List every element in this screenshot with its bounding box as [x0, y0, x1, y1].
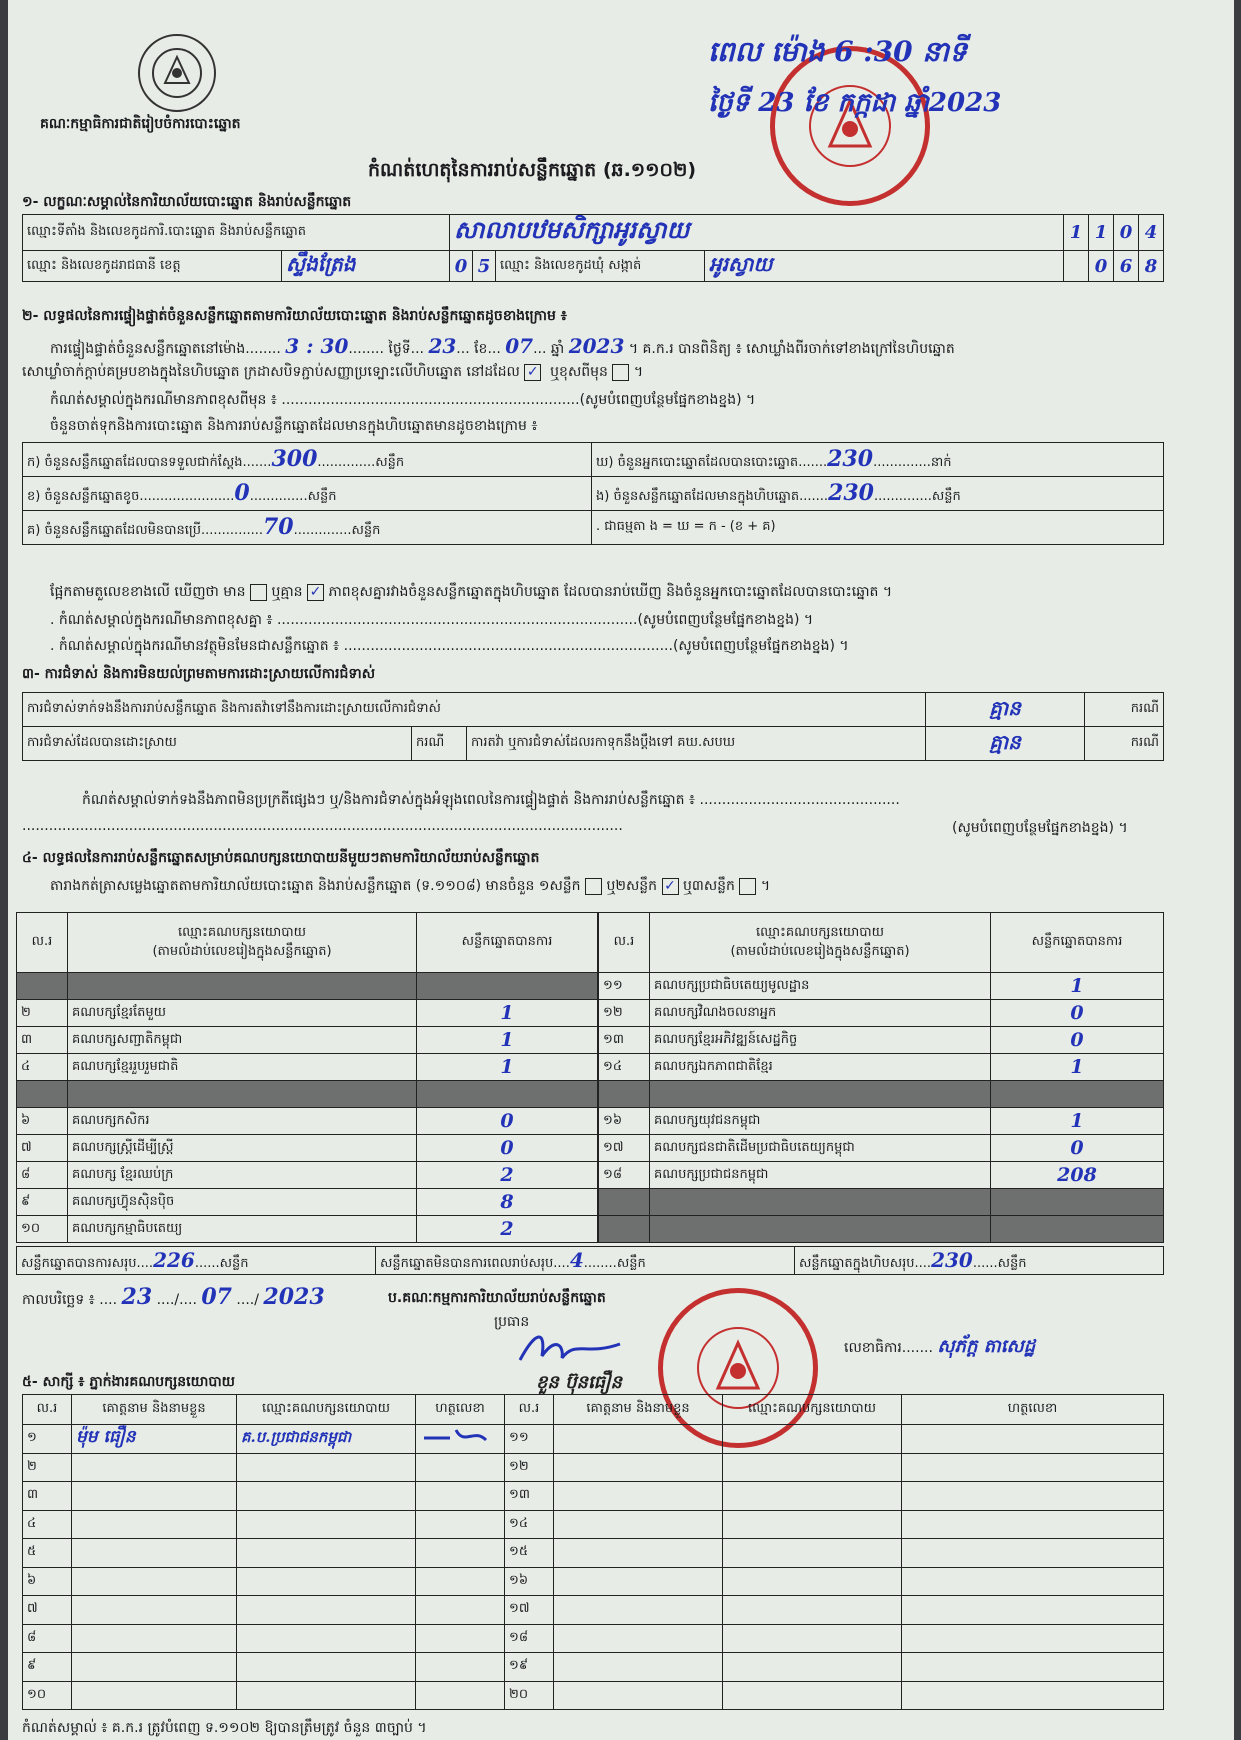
party-name: [650, 1081, 991, 1108]
witness-col-no: ល.រ: [23, 1395, 72, 1425]
witness-row: [23, 1653, 1164, 1682]
party-no: ៧: [17, 1135, 68, 1162]
witness-party: [237, 1624, 416, 1653]
chair-label: ប្រធាន: [494, 1314, 530, 1330]
witness-party: [237, 1567, 416, 1596]
irregularity-note-end: (សូមបំពេញបន្ថែមផ្នែកខាងខ្នង) ។: [952, 820, 1128, 836]
witness-signature: [416, 1482, 505, 1511]
col-party-header: ឈ្មោះគណបក្សនយោបាយ (តាមលំដាប់លេខរៀងក្នុងសន្លឹកឆ្នោត): [650, 913, 991, 973]
party-no: [599, 1216, 650, 1243]
party-no: ៣: [17, 1027, 68, 1054]
witness-signature: [902, 1681, 1164, 1710]
witness-name: [554, 1482, 723, 1511]
witness-table: [22, 1394, 1164, 1710]
col-votes-header: សន្លឹកឆ្នោតបានការ: [991, 913, 1164, 973]
verify-time: 3 : 30: [285, 334, 349, 358]
witness-signature: [416, 1596, 505, 1625]
witness-party: [237, 1539, 416, 1568]
party-no: ១៧: [599, 1135, 650, 1162]
party-row: [599, 1189, 1164, 1216]
total-valid: សន្លឹកឆ្នោតបានការសរុប....226......សន្លឹក: [17, 1247, 376, 1275]
party-row: [599, 1054, 1164, 1081]
witness-no: ៧: [23, 1596, 72, 1625]
witness-no: ១៩: [505, 1653, 554, 1682]
party-no: ១៣: [599, 1027, 650, 1054]
party-row: [17, 1135, 598, 1162]
witness-col-sign: ហត្ថលេខា: [416, 1395, 505, 1425]
party-name: គណបក្សខ្មែរតែមួយ: [68, 1000, 417, 1027]
witness-row: [23, 1425, 1164, 1454]
appeal-unit: ករណី: [1085, 727, 1164, 761]
witness-name: [554, 1653, 723, 1682]
resolved-label: ការជំទាស់ដែលបានដោះស្រាយ: [23, 727, 412, 761]
party-name: គណបក្ស ខ្មែរឈប់ក្រ: [68, 1162, 417, 1189]
witness-name: [72, 1567, 237, 1596]
party-no: ១០: [17, 1216, 68, 1243]
committee-name: គណៈកម្មាធិការជាតិរៀបចំការបោះឆ្នោត: [40, 116, 241, 132]
witness-party: [723, 1596, 902, 1625]
witness-signature: [902, 1482, 1164, 1511]
secretary-name: សុភ័ក្ត តាសេដ្ឋ: [937, 1336, 1036, 1357]
witness-name: [554, 1624, 723, 1653]
party-no: ១១: [599, 973, 650, 1000]
appeal-value: គ្មាន: [926, 727, 1085, 761]
witness-col-name: គោត្តនាម និងនាមខ្លួន: [72, 1395, 237, 1425]
difference-note: . កំណត់សម្គាល់ក្នុងករណីមានភាពខុសគ្នា ៖ .................................................................................(សូមបំពេញបន្ថែមផ្នែកខាងខ្នង) ។: [50, 612, 814, 628]
party-votes: [417, 1081, 598, 1108]
col-no-header: ល.រ: [17, 913, 68, 973]
seal-same-checkbox[interactable]: ✓: [524, 364, 541, 381]
witness-name: [72, 1453, 237, 1482]
witness-no: ១៤: [505, 1510, 554, 1539]
witness-no: ៥: [23, 1539, 72, 1568]
party-votes: 8: [417, 1189, 598, 1216]
witness-signature: [902, 1596, 1164, 1625]
tally-two-checkbox[interactable]: ✓: [662, 878, 679, 895]
party-row: [17, 973, 598, 1000]
party-no: [17, 1081, 68, 1108]
witness-no: ១៧: [505, 1596, 554, 1625]
party-no: ៨: [17, 1162, 68, 1189]
party-name: គណបក្សកសិករ: [68, 1108, 417, 1135]
section4-heading: ៤- លទ្ធផលនៃការរាប់សន្លឹកឆ្នោតសម្រាប់គណបក្សនយោបាយនីមួយៗតាមការិយាល័យរាប់សន្លឹកឆ្នោត: [22, 850, 540, 866]
party-no: ២: [17, 1000, 68, 1027]
seal-changed-checkbox[interactable]: [612, 364, 629, 381]
witness-no: ៦: [23, 1567, 72, 1596]
office-code-4: 4: [1139, 215, 1164, 251]
tally-three-checkbox[interactable]: [739, 878, 756, 895]
party-votes: [991, 1081, 1164, 1108]
party-votes: 0: [417, 1135, 598, 1162]
section2-heading: ២- លទ្ធផលនៃការផ្ទៀងផ្ទាត់ចំនួនសន្លឹកឆ្នោតតាមការិយាល័យបោះឆ្នោត និងរាប់សន្លឹកឆ្នោតដូចខាងក្រោម ៖: [22, 308, 567, 324]
verify-year: 2023: [568, 334, 625, 358]
witness-signature: [902, 1539, 1164, 1568]
commune-code-1: 0: [1089, 251, 1114, 282]
party-name: គណបក្សយុវជនកម្ពុជា: [650, 1108, 991, 1135]
witness-party: [723, 1482, 902, 1511]
witness-name: [554, 1539, 723, 1568]
party-row: [599, 1135, 1164, 1162]
province-code-1: 0: [450, 251, 473, 282]
objection-unit: ករណី: [1085, 693, 1164, 727]
witness-no: ១៦: [505, 1567, 554, 1596]
witness-party: [723, 1425, 902, 1454]
party-votes: 2: [417, 1216, 598, 1243]
signing-committee: ប.គណៈកម្មការការិយាល័យរាប់សន្លឹកឆ្នោត: [388, 1290, 606, 1306]
chair-signature-icon: [516, 1326, 626, 1370]
witness-party: គ.ប.ប្រជាជនកម្ពុជា: [237, 1425, 416, 1454]
party-votes: [991, 1216, 1164, 1243]
witness-name: [72, 1539, 237, 1568]
verify-day: 23: [428, 334, 457, 358]
witness-row: [23, 1567, 1164, 1596]
witness-no: ៤: [23, 1510, 72, 1539]
witness-name: [72, 1681, 237, 1710]
witness-signature: [902, 1653, 1164, 1682]
office-code-2: 1: [1089, 215, 1114, 251]
party-votes: 0: [991, 1135, 1164, 1162]
witness-col-name: គោត្តនាម និងនាមខ្លួន: [554, 1395, 723, 1425]
time-note-line1: ពេល ម៉ោង 6 :30 នាទី: [708, 35, 967, 68]
time-note-line2: ថ្ងៃទី 23 ខែ កក្កដា ឆ្នាំ2023: [708, 88, 1002, 118]
witness-row: [23, 1624, 1164, 1653]
witness-signature: [902, 1510, 1164, 1539]
seal-note: កំណត់សម្គាល់ក្នុងករណីមានភាពខុសពីមុន ៖ ...................................................................(សូមបំពេញបន្ថែមផ្នែកខាងខ្នង) ។: [50, 392, 756, 408]
witness-no: ៩: [23, 1653, 72, 1682]
witness-row: [23, 1596, 1164, 1625]
party-name: [650, 1189, 991, 1216]
secretary-line: លេខាធិការ....... សុភ័ក្ត តាសេដ្ឋ: [844, 1336, 1036, 1357]
count-row-kha: ខ) ចំនួនសន្លឹកឆ្នោតខូច.......................0..............សន្លឹក: [23, 477, 592, 511]
party-name: គណបក្សជនជាតិដើមប្រជាធិបតេយ្យកម្ពុជា: [650, 1135, 991, 1162]
party-name: គណបក្សឯកភាពជាតិខ្មែរ: [650, 1054, 991, 1081]
party-no: ១៦: [599, 1108, 650, 1135]
party-row: [17, 1108, 598, 1135]
witness-party: [237, 1482, 416, 1511]
irregularity-note-dots: .......................................................................................................................................: [22, 818, 623, 834]
witness-signature: [902, 1425, 1164, 1454]
verify-month: 07: [505, 334, 534, 358]
party-votes: 0: [417, 1108, 598, 1135]
witness-signature: [902, 1567, 1164, 1596]
emblem-icon: [138, 34, 216, 112]
witness-name: [554, 1596, 723, 1625]
section5-heading: ៥- សាក្សី ៖ ភ្នាក់ងារគណបក្សនយោបាយ: [22, 1374, 236, 1390]
witness-signature-icon: [416, 1425, 505, 1454]
witness-no: ២: [23, 1453, 72, 1482]
party-name: គណបក្សកម្មាធិបតេយ្យ: [68, 1216, 417, 1243]
section1-heading: ១- លក្ខណៈសម្គាល់នៃការិយាល័យបោះឆ្នោត និងរាប់សន្លឹកឆ្នោត: [22, 194, 352, 210]
tally-one-checkbox[interactable]: [585, 878, 602, 895]
witness-name: [72, 1624, 237, 1653]
party-name: គណបក្សសញ្ជាតិកម្ពុជា: [68, 1027, 417, 1054]
witness-party: [723, 1681, 902, 1710]
witness-no: ១០: [23, 1681, 72, 1710]
witness-name: [72, 1510, 237, 1539]
count-row-ko: គ) ចំនួនសន្លឹកឆ្នោតដែលមិនបានប្រើ...............70..............សន្លឹក: [23, 511, 592, 545]
witness-party: [723, 1624, 902, 1653]
party-votes: 0: [991, 1027, 1164, 1054]
witness-col-no: ល.រ: [505, 1395, 554, 1425]
witness-party: [237, 1681, 416, 1710]
witness-no: ១៣: [505, 1482, 554, 1511]
party-name: [68, 973, 417, 1000]
objection-value: គ្មាន: [926, 693, 1085, 727]
col-party-header: ឈ្មោះគណបក្សនយោបាយ (តាមលំដាប់លេខរៀងក្នុងសន្លឹកឆ្នោត): [68, 913, 417, 973]
party-row: [599, 1108, 1164, 1135]
party-table-right: [598, 912, 1164, 1243]
party-no: ១៤: [599, 1054, 650, 1081]
witness-signature: [416, 1510, 505, 1539]
office-label: ឈ្មោះទីតាំង និងលេខកូដការិ.បោះឆ្នោត និងរាប់សន្លឹកឆ្នោត: [23, 215, 450, 251]
tally-sheet-line: តារាងកត់ត្រាសម្លេងឆ្នោតតាមការិយាល័យបោះឆ្នោត និងរាប់សន្លឹកឆ្នោត (ទ.១១០៨) មានចំនួន ១សន្លឹក ឬ២សន្លឹក ✓ ឬ៣សន្លឹក ។: [50, 877, 771, 894]
commune-value: អូរស្វាយ: [705, 251, 1064, 282]
objection-label: ការជំទាស់ទាក់ទងនឹងការរាប់សន្លឹកឆ្នោត និងការតវ៉ាទៅនឹងការដោះស្រាយលើការជំទាស់: [23, 693, 926, 727]
totals-table: [16, 1246, 1164, 1275]
party-row: [17, 1054, 598, 1081]
party-name: គណបក្សស្ត្រីដើម្បីស្ត្រី: [68, 1135, 417, 1162]
party-votes: 1: [417, 1054, 598, 1081]
party-votes: [417, 973, 598, 1000]
party-no: ៦: [17, 1108, 68, 1135]
count-row-ngo: ង) ចំនួនសន្លឹកឆ្នោតដែលមានក្នុងហិបឆ្នោត.......230..............សន្លឹក: [592, 477, 1164, 511]
province-code-2: 5: [473, 251, 496, 282]
party-row: [17, 1216, 598, 1243]
party-votes: 208: [991, 1162, 1164, 1189]
party-no: [599, 1189, 650, 1216]
witness-name: ម៉ុម ធឿន: [72, 1425, 237, 1454]
party-row: [17, 1000, 598, 1027]
signing-date: កាលបរិច្ឆេទ ៖ .... 23 ..../.... 07 ..../ 2023: [22, 1284, 325, 1310]
party-no: ១២: [599, 1000, 650, 1027]
witness-row: [23, 1453, 1164, 1482]
witness-no: ៨: [23, 1624, 72, 1653]
witness-signature: [902, 1453, 1164, 1482]
witness-name: [554, 1681, 723, 1710]
witness-row: [23, 1539, 1164, 1568]
difference-line: ផ្អែកតាមតួលេខខាងលើ ឃើញថា មាន ឬគ្មាន ✓ ភាពខុសគ្នារវាងចំនួនសន្លឹកឆ្នោតក្នុងហិបឆ្នោត ដែលបានរាប់ឃើញ និងចំនួនអ្នកបោះឆ្នោតដែលបានបោះឆ្នោត ។: [50, 583, 893, 600]
witness-signature: [902, 1624, 1164, 1653]
party-no: [599, 1081, 650, 1108]
section3-heading: ៣- ការជំទាស់ និងការមិនយល់ព្រមតាមការដោះស្រាយលើការជំទាស់: [22, 666, 376, 682]
party-row: [599, 973, 1164, 1000]
party-row: [17, 1162, 598, 1189]
witness-party: [723, 1567, 902, 1596]
party-votes: 0: [991, 1000, 1164, 1027]
party-name: [650, 1216, 991, 1243]
total-invalid: សន្លឹកឆ្នោតមិនបានការពេលរាប់សរុប....4........សន្លឹក: [376, 1247, 795, 1275]
witness-no: ៣: [23, 1482, 72, 1511]
witness-name: [72, 1482, 237, 1511]
witness-party: [723, 1653, 902, 1682]
witness-no: ២០: [505, 1681, 554, 1710]
office-code-3: 0: [1114, 215, 1139, 251]
witness-party: [723, 1453, 902, 1482]
witness-name: [72, 1653, 237, 1682]
commune-code-2: 6: [1114, 251, 1139, 282]
party-name: [68, 1081, 417, 1108]
party-row: [599, 1216, 1164, 1243]
witness-party: [237, 1653, 416, 1682]
difference-no-checkbox[interactable]: ✓: [307, 584, 324, 601]
witness-no: ១២: [505, 1453, 554, 1482]
witness-signature: [416, 1624, 505, 1653]
witness-row: [23, 1510, 1164, 1539]
witness-col-party: ឈ្មោះគណបក្សនយោបាយ: [723, 1395, 902, 1425]
witness-name: [554, 1567, 723, 1596]
resolved-unit: ករណី: [412, 727, 467, 761]
party-results: [16, 912, 1164, 1244]
party-votes: 1: [417, 1027, 598, 1054]
foreign-object-note: . កំណត់សម្គាល់ក្នុងករណីមានវត្ថុមិនមែនជាសន្លឹកឆ្នោត ៖ ..........................................................................(សូមបំពេញបន្ថែមផ្នែកខាងខ្នង) ។: [50, 638, 849, 654]
party-table-left: [16, 912, 598, 1243]
province-label: ឈ្មោះ និងលេខកូដរាជធានី ខេត្ត: [27, 257, 181, 273]
col-votes-header: សន្លឹកឆ្នោតបានការ: [417, 913, 598, 973]
difference-yes-checkbox[interactable]: [250, 584, 267, 601]
footer-note: កំណត់សម្គាល់ ៖ គ.ក.រ ត្រូវបំពេញ ទ.១១០២ ឱ្យបានត្រឹមត្រូវ ចំនួន ៣ច្បាប់ ។: [22, 1720, 427, 1736]
col-no-header: ល.រ: [599, 913, 650, 973]
witness-name: [554, 1453, 723, 1482]
count-intro: ចំនួនចាត់ទុកនិងការបោះឆ្នោត និងការរាប់សន្លឹកឆ្នោតដែលមានក្នុងហិបឆ្នោតមានដូចខាងក្រោម ៖: [50, 418, 538, 434]
party-row: [17, 1189, 598, 1216]
witness-signature: [416, 1681, 505, 1710]
irregularity-note: កំណត់សម្គាល់ទាក់ទងនឹងភាពមិនប្រក្រតីផ្សេងៗ ឬ/និងការជំទាស់ក្នុងអំឡុងពេលនៃការផ្ទៀងផ្ទាត់ និងការរាប់សន្លឹកឆ្នោត ៖ .............................................: [82, 792, 900, 808]
witness-col-party: ឈ្មោះគណបក្សនយោបាយ: [237, 1395, 416, 1425]
witness-no: ១១: [505, 1425, 554, 1454]
section1-table: [22, 214, 1164, 282]
total-box: សន្លឹកឆ្នោតក្នុងហិបសរុប....230......សន្លឹក: [795, 1247, 1164, 1275]
office-code-1: 1: [1064, 215, 1089, 251]
witness-party: [237, 1453, 416, 1482]
party-row: [17, 1027, 598, 1054]
party-row: [17, 1081, 598, 1108]
count-table: [22, 442, 1164, 545]
office-value: សាលាបឋមសិក្សាអូរស្វាយ: [450, 215, 1064, 251]
witness-no: ១៥: [505, 1539, 554, 1568]
witness-row: [23, 1681, 1164, 1710]
witness-signature: [416, 1453, 505, 1482]
witness-signature: [416, 1653, 505, 1682]
party-row: [599, 1162, 1164, 1189]
party-votes: 1: [991, 1054, 1164, 1081]
commune-label: ឈ្មោះ និងលេខកូដឃុំ សង្កាត់: [496, 251, 705, 282]
party-no: ១៨: [599, 1162, 650, 1189]
party-name: គណបក្សប្រជាធិបតេយ្យមូលដ្ឋាន: [650, 973, 991, 1000]
witness-name: [72, 1596, 237, 1625]
count-formula: . ជាធម្មតា ង = ឃ = ក - (ខ + គ): [592, 511, 1164, 545]
verify-line: ការផ្ទៀងផ្ទាត់ចំនួនសន្លឹកឆ្នោតនៅម៉ោង........ 3 : 30........ ថ្ងៃទី... 23... ខែ... 07... ឆ្នាំ 2023 ។ គ.ក.រ បានពិនិត្យ ៖ សោឃ្លាំងពីរចាក់ទៅខាងក្រៅនៃហិបឆ្នោត: [50, 334, 955, 358]
witness-party: [237, 1596, 416, 1625]
witness-col-sign: ហត្ថលេខា: [902, 1395, 1164, 1425]
witness-party: [237, 1510, 416, 1539]
party-name: គណបក្សខ្មែររួបរួមជាតិ: [68, 1054, 417, 1081]
count-row-kho: ឃ) ចំនួនអ្នកបោះឆ្នោតដែលបានបោះឆ្នោត.......230..............នាក់: [592, 443, 1164, 477]
party-votes: 2: [417, 1162, 598, 1189]
witness-party: [723, 1510, 902, 1539]
party-row: [599, 1000, 1164, 1027]
chair-name: ខួន ប៊ុនធឿន: [536, 1372, 622, 1393]
objection-table: [22, 692, 1164, 761]
party-name: គណបក្សហ៊្វុនស៊ិនប៉ិច: [68, 1189, 417, 1216]
party-name: គណបក្សខ្មែរអភិវឌ្ឍន៍សេដ្ឋកិច្ច: [650, 1027, 991, 1054]
party-votes: 1: [991, 973, 1164, 1000]
witness-row: [23, 1482, 1164, 1511]
witness-signature: [416, 1567, 505, 1596]
seal-line: សោឃ្លាំចាក់ក្ដាប់គម្របខាងក្នុងនៃហិបឆ្នោត ក្រដាសបិទភ្ជាប់សញ្ញាប្រទ្បោះលើហិបឆ្នោត នៅដដែល ✓ ឬខុសពីមុន ។: [22, 363, 644, 380]
party-no: ៤: [17, 1054, 68, 1081]
party-no: [17, 973, 68, 1000]
witness-name: [554, 1510, 723, 1539]
count-row-ka: ក) ចំនួនសន្លឹកឆ្នោតដែលបានទទួលជាក់ស្តែង.......300..............សន្លឹក: [23, 443, 592, 477]
province-value: ស្ទឹងត្រែង: [282, 251, 450, 281]
appeal-label: ការតវ៉ា ឬការជំទាស់ដែលរកាទុកនឹងប្តឹងទៅ គឃ.សបឃ: [467, 727, 926, 761]
witness-signature: [416, 1539, 505, 1568]
party-no: ៩: [17, 1189, 68, 1216]
party-name: គណបក្សវិណងចលនាអ្នក: [650, 1000, 991, 1027]
party-name: គណបក្សប្រជាជនកម្ពុជា: [650, 1162, 991, 1189]
witness-no: ១: [23, 1425, 72, 1454]
witness-no: ១៨: [505, 1624, 554, 1653]
party-votes: 1: [991, 1108, 1164, 1135]
party-votes: [991, 1189, 1164, 1216]
witness-party: [723, 1539, 902, 1568]
commune-code-3: 8: [1139, 251, 1164, 282]
witness-name: [554, 1425, 723, 1454]
form-sheet: [8, 0, 1234, 1740]
page-title: កំណត់ហេតុនៃការរាប់សន្លឹកឆ្នោត (ឆ.១១០២): [368, 159, 697, 181]
party-votes: 1: [417, 1000, 598, 1027]
party-row: [599, 1027, 1164, 1054]
party-row: [599, 1081, 1164, 1108]
